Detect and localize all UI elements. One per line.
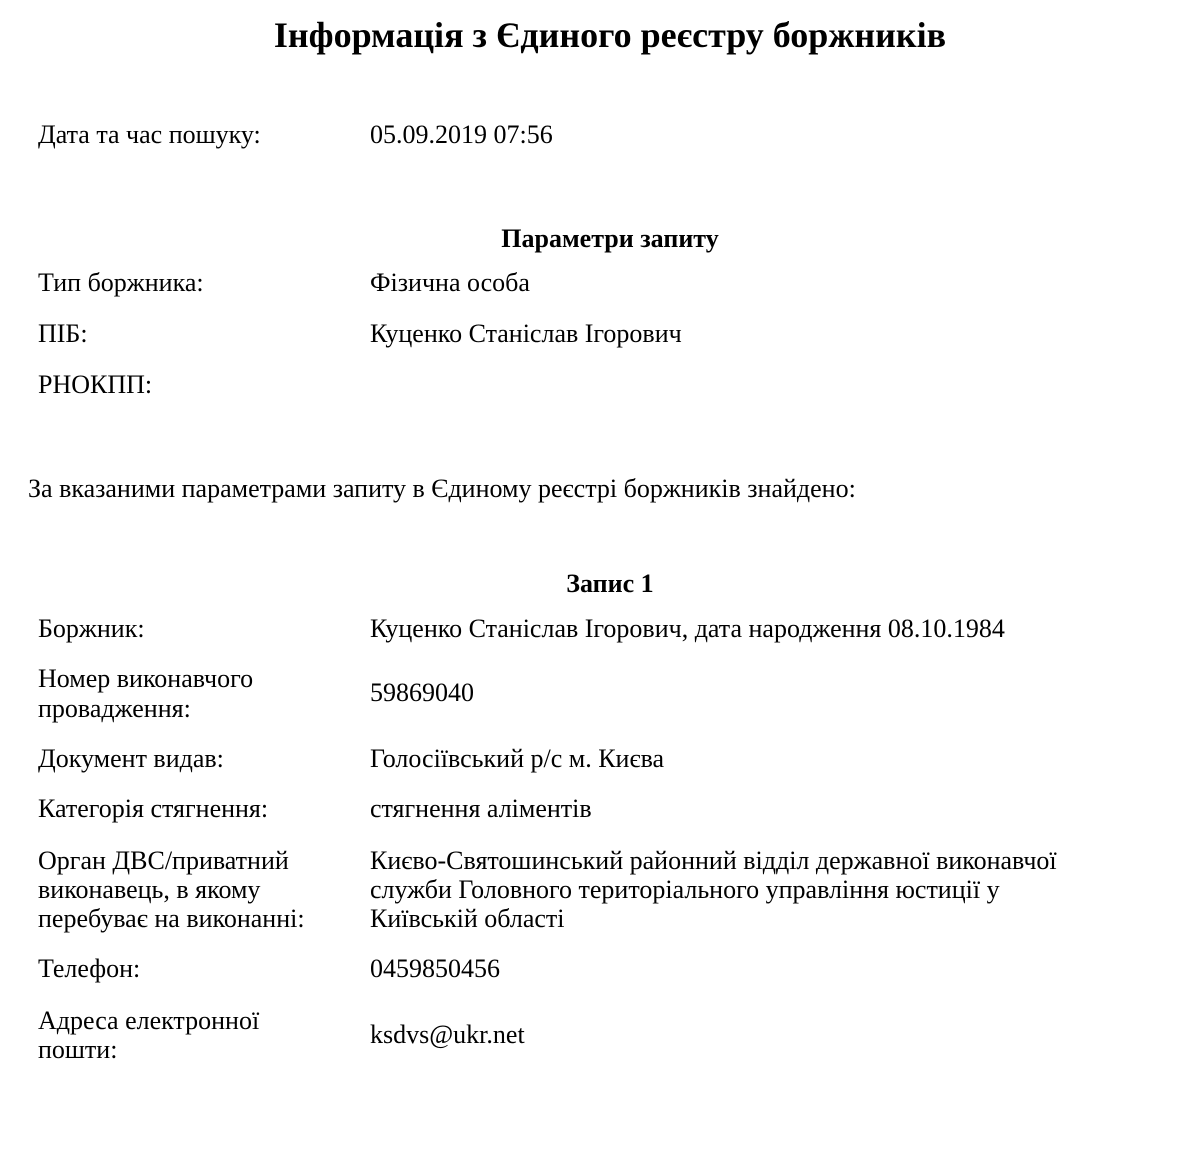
record-heading: Запис 1 <box>566 569 654 598</box>
proceeding-number-value: 59869040 <box>370 678 474 707</box>
search-datetime-value: 05.09.2019 07:56 <box>370 120 553 149</box>
issued-by-value: Голосіївський р/с м. Києва <box>370 744 665 773</box>
collection-category-label: Категорія стягнення: <box>38 794 269 823</box>
phone-value: 0459850456 <box>370 954 500 983</box>
phone-label: Телефон: <box>38 954 141 983</box>
enforcement-body-label-line2: виконавець, в якому <box>38 875 261 904</box>
enforcement-body-value-line2: служби Головного територіального управління юстиції у <box>370 875 1000 904</box>
proceeding-number-label-line2: провадження: <box>38 694 191 723</box>
issued-by-label: Документ видав: <box>38 744 224 773</box>
search-datetime-label: Дата та час пошуку: <box>38 120 261 149</box>
query-params-heading: Параметри запиту <box>501 224 719 253</box>
enforcement-body-value-line3: Київській області <box>370 904 565 933</box>
result-intro: За вказаними параметрами запиту в Єдиному реєстрі боржників знайдено: <box>28 474 856 503</box>
enforcement-body-label-line1: Орган ДВС/приватний <box>38 846 289 875</box>
page-title: Інформація з Єдиного реєстру боржників <box>273 15 947 55</box>
full-name-label: ПІБ: <box>38 319 88 348</box>
debtor-type-label: Тип боржника: <box>38 268 204 297</box>
debtor-type-value: Фізична особа <box>370 268 530 297</box>
debtor-label: Боржник: <box>38 614 145 643</box>
enforcement-body-label-line3: перебуває на виконанні: <box>38 904 305 933</box>
email-value: ksdvs@ukr.net <box>370 1020 525 1049</box>
full-name-value: Куценко Станіслав Ігорович <box>370 319 682 348</box>
enforcement-body-value-line1: Києво-Святошинський районний відділ державної виконавчої <box>370 846 1057 875</box>
email-label-line2: пошти: <box>38 1035 118 1064</box>
debtor-value: Куценко Станіслав Ігорович, дата народження 08.10.1984 <box>370 614 1005 643</box>
tax-id-label: РНОКПП: <box>38 370 153 399</box>
email-label-line1: Адреса електронної <box>38 1006 260 1035</box>
proceeding-number-label-line1: Номер виконавчого <box>38 664 254 693</box>
collection-category-value: стягнення аліментів <box>370 794 592 823</box>
